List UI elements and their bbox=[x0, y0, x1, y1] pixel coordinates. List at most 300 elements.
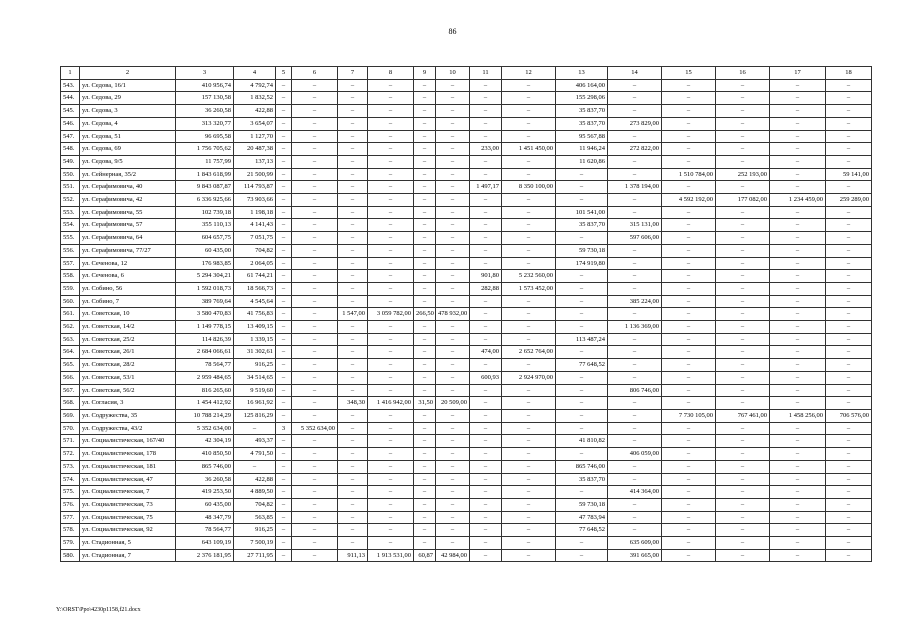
empty-cell: – bbox=[414, 232, 436, 245]
street-address: ул. Советская, 56/2 bbox=[80, 384, 176, 397]
amount-cell: 1 832,52 bbox=[234, 92, 276, 105]
table-row bbox=[61, 498, 872, 511]
amount-cell: 10 788 214,29 bbox=[176, 409, 234, 422]
empty-cell: – bbox=[608, 498, 662, 511]
table-row bbox=[61, 333, 872, 346]
amount-cell: 422,88 bbox=[234, 473, 276, 486]
empty-cell: – bbox=[414, 346, 436, 359]
street-address: ул. Седова, 69 bbox=[80, 143, 176, 156]
empty-cell: – bbox=[716, 473, 770, 486]
amount-cell: 1 198,18 bbox=[234, 206, 276, 219]
empty-cell: – bbox=[608, 194, 662, 207]
empty-cell: – bbox=[502, 130, 556, 143]
data-table bbox=[60, 66, 872, 562]
empty-cell: – bbox=[716, 333, 770, 346]
street-address: ул. Сеченова, 12 bbox=[80, 257, 176, 270]
empty-cell: – bbox=[556, 308, 608, 321]
empty-cell: – bbox=[276, 435, 292, 448]
empty-cell: – bbox=[770, 155, 826, 168]
amount-cell: 20 509,00 bbox=[436, 397, 470, 410]
row-number: 548. bbox=[61, 143, 80, 156]
empty-cell: – bbox=[716, 524, 770, 537]
amount-cell: 1 451 450,00 bbox=[502, 143, 556, 156]
amount-cell: 865 746,00 bbox=[176, 460, 234, 473]
empty-cell: – bbox=[662, 270, 716, 283]
amount-cell: 114 826,39 bbox=[176, 333, 234, 346]
table-row bbox=[61, 181, 872, 194]
amount-cell: 60,87 bbox=[414, 549, 436, 562]
empty-cell: – bbox=[556, 232, 608, 245]
table-row bbox=[61, 194, 872, 207]
empty-cell: – bbox=[662, 92, 716, 105]
empty-cell: – bbox=[292, 194, 338, 207]
empty-cell: – bbox=[292, 473, 338, 486]
row-number: 556. bbox=[61, 244, 80, 257]
empty-cell: – bbox=[276, 397, 292, 410]
empty-cell: – bbox=[338, 333, 368, 346]
empty-cell: – bbox=[770, 143, 826, 156]
empty-cell: – bbox=[662, 308, 716, 321]
empty-cell: – bbox=[276, 219, 292, 232]
empty-cell: – bbox=[436, 359, 470, 372]
empty-cell: – bbox=[368, 511, 414, 524]
empty-cell: – bbox=[414, 511, 436, 524]
empty-cell: – bbox=[276, 130, 292, 143]
amount-cell: 406 059,00 bbox=[608, 448, 662, 461]
empty-cell: – bbox=[414, 333, 436, 346]
empty-cell: – bbox=[662, 486, 716, 499]
empty-cell: – bbox=[556, 486, 608, 499]
empty-cell: – bbox=[770, 257, 826, 270]
empty-cell: – bbox=[436, 384, 470, 397]
footer-file-path: Y:\ORST\Ppo\4230p1158,f21.docx bbox=[56, 607, 141, 613]
row-number: 565. bbox=[61, 359, 80, 372]
empty-cell: – bbox=[436, 143, 470, 156]
table-row bbox=[61, 117, 872, 130]
empty-cell: – bbox=[502, 524, 556, 537]
empty-cell: – bbox=[770, 308, 826, 321]
row-number: 557. bbox=[61, 257, 80, 270]
table-row bbox=[61, 105, 872, 118]
empty-cell: – bbox=[436, 79, 470, 92]
empty-cell: – bbox=[368, 321, 414, 334]
empty-cell: – bbox=[770, 384, 826, 397]
empty-cell: – bbox=[338, 473, 368, 486]
empty-cell: – bbox=[276, 333, 292, 346]
amount-cell: 78 564,77 bbox=[176, 524, 234, 537]
empty-cell: – bbox=[502, 333, 556, 346]
empty-cell: – bbox=[368, 359, 414, 372]
empty-cell: – bbox=[414, 359, 436, 372]
amount-cell: 901,80 bbox=[470, 270, 502, 283]
empty-cell: – bbox=[338, 346, 368, 359]
empty-cell: – bbox=[338, 244, 368, 257]
empty-cell: – bbox=[556, 549, 608, 562]
empty-cell: – bbox=[662, 117, 716, 130]
empty-cell: – bbox=[470, 244, 502, 257]
column-number: 14 bbox=[608, 67, 662, 80]
street-address: ул. Социалистическая, 92 bbox=[80, 524, 176, 537]
empty-cell: – bbox=[368, 194, 414, 207]
amount-cell: 35 837,70 bbox=[556, 219, 608, 232]
street-address: ул. Советская, 25/2 bbox=[80, 333, 176, 346]
street-address: ул. Седова, 51 bbox=[80, 130, 176, 143]
amount-cell: 704,82 bbox=[234, 244, 276, 257]
empty-cell: – bbox=[414, 206, 436, 219]
empty-cell: – bbox=[436, 244, 470, 257]
empty-cell: – bbox=[276, 524, 292, 537]
empty-cell: – bbox=[414, 181, 436, 194]
amount-cell: 36 260,58 bbox=[176, 473, 234, 486]
row-number: 572. bbox=[61, 448, 80, 461]
empty-cell: – bbox=[436, 409, 470, 422]
empty-cell: – bbox=[470, 333, 502, 346]
empty-cell: – bbox=[338, 486, 368, 499]
empty-cell: – bbox=[292, 244, 338, 257]
amount-cell: 61 744,21 bbox=[234, 270, 276, 283]
empty-cell: – bbox=[368, 117, 414, 130]
empty-cell: – bbox=[608, 397, 662, 410]
empty-cell: – bbox=[502, 79, 556, 92]
empty-cell: – bbox=[770, 549, 826, 562]
amount-cell: 137,13 bbox=[234, 155, 276, 168]
amount-cell: 348,30 bbox=[338, 397, 368, 410]
amount-cell: 414 364,00 bbox=[608, 486, 662, 499]
amount-cell: 273 829,00 bbox=[608, 117, 662, 130]
empty-cell: – bbox=[338, 295, 368, 308]
empty-cell: – bbox=[770, 232, 826, 245]
empty-cell: – bbox=[826, 359, 872, 372]
empty-cell: – bbox=[716, 244, 770, 257]
row-number: 545. bbox=[61, 105, 80, 118]
empty-cell: – bbox=[502, 105, 556, 118]
column-number: 17 bbox=[770, 67, 826, 80]
empty-cell: – bbox=[338, 524, 368, 537]
amount-cell: 563,85 bbox=[234, 511, 276, 524]
empty-cell: – bbox=[502, 359, 556, 372]
table-body bbox=[61, 67, 872, 562]
empty-cell: – bbox=[436, 321, 470, 334]
empty-cell: – bbox=[414, 130, 436, 143]
empty-cell: – bbox=[470, 384, 502, 397]
table-row bbox=[61, 92, 872, 105]
empty-cell: – bbox=[368, 244, 414, 257]
empty-cell: – bbox=[276, 232, 292, 245]
empty-cell: – bbox=[470, 486, 502, 499]
empty-cell: – bbox=[338, 181, 368, 194]
row-number: 579. bbox=[61, 537, 80, 550]
amount-cell: 114 793,87 bbox=[234, 181, 276, 194]
empty-cell: – bbox=[414, 409, 436, 422]
empty-cell: – bbox=[414, 460, 436, 473]
empty-cell: – bbox=[826, 79, 872, 92]
empty-cell: – bbox=[826, 321, 872, 334]
amount-cell: 704,82 bbox=[234, 498, 276, 511]
empty-cell: – bbox=[276, 448, 292, 461]
empty-cell: – bbox=[470, 359, 502, 372]
empty-cell: – bbox=[436, 422, 470, 435]
empty-cell: – bbox=[292, 143, 338, 156]
empty-cell: – bbox=[276, 155, 292, 168]
empty-cell: – bbox=[436, 194, 470, 207]
empty-cell: – bbox=[368, 181, 414, 194]
empty-cell: – bbox=[716, 295, 770, 308]
amount-cell: 911,13 bbox=[338, 549, 368, 562]
table-row bbox=[61, 257, 872, 270]
empty-cell: – bbox=[292, 206, 338, 219]
empty-cell: – bbox=[716, 537, 770, 550]
empty-cell: – bbox=[414, 371, 436, 384]
empty-cell: – bbox=[770, 181, 826, 194]
table-row bbox=[61, 270, 872, 283]
empty-cell: – bbox=[470, 295, 502, 308]
empty-cell: – bbox=[502, 537, 556, 550]
empty-cell: – bbox=[368, 333, 414, 346]
empty-cell: – bbox=[770, 92, 826, 105]
empty-cell: – bbox=[502, 321, 556, 334]
empty-cell: – bbox=[368, 168, 414, 181]
empty-cell: – bbox=[470, 168, 502, 181]
empty-cell: – bbox=[338, 371, 368, 384]
empty-cell: – bbox=[338, 232, 368, 245]
empty-cell: – bbox=[662, 422, 716, 435]
empty-cell: – bbox=[770, 359, 826, 372]
amount-cell: 9 519,60 bbox=[234, 384, 276, 397]
amount-cell: 48 347,79 bbox=[176, 511, 234, 524]
empty-cell: – bbox=[716, 257, 770, 270]
empty-cell: – bbox=[414, 257, 436, 270]
amount-cell: 60 435,00 bbox=[176, 244, 234, 257]
empty-cell: – bbox=[436, 371, 470, 384]
table-row bbox=[61, 448, 872, 461]
empty-cell: – bbox=[716, 270, 770, 283]
empty-cell: – bbox=[716, 308, 770, 321]
table-row bbox=[61, 155, 872, 168]
empty-cell: – bbox=[338, 422, 368, 435]
empty-cell: – bbox=[826, 549, 872, 562]
empty-cell: – bbox=[826, 155, 872, 168]
empty-cell: – bbox=[770, 524, 826, 537]
row-number: 549. bbox=[61, 155, 80, 168]
street-address: ул. Седова, 9/5 bbox=[80, 155, 176, 168]
table-row bbox=[61, 143, 872, 156]
row-number: 558. bbox=[61, 270, 80, 283]
empty-cell: – bbox=[414, 473, 436, 486]
empty-cell: – bbox=[368, 130, 414, 143]
row-number: 543. bbox=[61, 79, 80, 92]
empty-cell: – bbox=[292, 359, 338, 372]
empty-cell: – bbox=[292, 371, 338, 384]
empty-cell: – bbox=[276, 409, 292, 422]
empty-cell: – bbox=[470, 409, 502, 422]
amount-cell: 34 514,65 bbox=[234, 371, 276, 384]
empty-cell: – bbox=[292, 448, 338, 461]
empty-cell: – bbox=[826, 282, 872, 295]
amount-cell: 8 350 100,00 bbox=[502, 181, 556, 194]
amount-cell: 2 684 066,61 bbox=[176, 346, 234, 359]
empty-cell: – bbox=[276, 244, 292, 257]
empty-cell: – bbox=[826, 473, 872, 486]
empty-cell: – bbox=[826, 117, 872, 130]
empty-cell: – bbox=[414, 524, 436, 537]
empty-cell: – bbox=[414, 79, 436, 92]
street-address: ул. Социалистическая, 75 bbox=[80, 511, 176, 524]
empty-cell: – bbox=[338, 435, 368, 448]
empty-cell: – bbox=[502, 422, 556, 435]
empty-cell: – bbox=[338, 143, 368, 156]
empty-cell: – bbox=[276, 168, 292, 181]
amount-cell: 41 756,83 bbox=[234, 308, 276, 321]
amount-cell: 77 648,52 bbox=[556, 359, 608, 372]
empty-cell: – bbox=[662, 397, 716, 410]
column-number: 18 bbox=[826, 67, 872, 80]
empty-cell: – bbox=[502, 155, 556, 168]
empty-cell: – bbox=[276, 181, 292, 194]
empty-cell: – bbox=[414, 295, 436, 308]
empty-cell: – bbox=[770, 79, 826, 92]
empty-cell: – bbox=[716, 384, 770, 397]
empty-cell: – bbox=[414, 219, 436, 232]
amount-cell: 597 606,00 bbox=[608, 232, 662, 245]
empty-cell: – bbox=[770, 486, 826, 499]
amount-cell: 7 500,19 bbox=[234, 537, 276, 550]
amount-cell: 42 984,00 bbox=[436, 549, 470, 562]
table-row bbox=[61, 486, 872, 499]
amount-cell: 35 837,70 bbox=[556, 473, 608, 486]
empty-cell: – bbox=[470, 130, 502, 143]
empty-cell: – bbox=[276, 282, 292, 295]
empty-cell: – bbox=[292, 181, 338, 194]
row-number: 560. bbox=[61, 295, 80, 308]
amount-cell: 35 837,70 bbox=[556, 105, 608, 118]
empty-cell: – bbox=[338, 448, 368, 461]
empty-cell: – bbox=[368, 346, 414, 359]
amount-cell: 1 497,17 bbox=[470, 181, 502, 194]
empty-cell: – bbox=[608, 282, 662, 295]
table-row bbox=[61, 244, 872, 257]
row-number: 562. bbox=[61, 321, 80, 334]
empty-cell: – bbox=[368, 371, 414, 384]
empty-cell: – bbox=[608, 359, 662, 372]
empty-cell: – bbox=[436, 117, 470, 130]
amount-cell: 2 924 970,00 bbox=[502, 371, 556, 384]
empty-cell: – bbox=[368, 270, 414, 283]
amount-cell: 410 956,74 bbox=[176, 79, 234, 92]
amount-cell: 78 564,77 bbox=[176, 359, 234, 372]
amount-cell: 493,37 bbox=[234, 435, 276, 448]
empty-cell: – bbox=[716, 359, 770, 372]
empty-cell: – bbox=[826, 92, 872, 105]
empty-cell: – bbox=[826, 257, 872, 270]
amount-cell: 385 224,00 bbox=[608, 295, 662, 308]
street-address: ул. Стадионная, 7 bbox=[80, 549, 176, 562]
empty-cell: – bbox=[770, 371, 826, 384]
table-row bbox=[61, 130, 872, 143]
row-number: 561. bbox=[61, 308, 80, 321]
empty-cell: – bbox=[770, 333, 826, 346]
empty-cell: – bbox=[470, 232, 502, 245]
amount-cell: 113 487,24 bbox=[556, 333, 608, 346]
empty-cell: – bbox=[414, 435, 436, 448]
empty-cell: – bbox=[502, 435, 556, 448]
empty-cell: – bbox=[716, 219, 770, 232]
empty-cell: – bbox=[368, 486, 414, 499]
row-number: 552. bbox=[61, 194, 80, 207]
amount-cell: 1 458 256,00 bbox=[770, 409, 826, 422]
empty-cell: – bbox=[502, 295, 556, 308]
amount-cell: 252 193,00 bbox=[716, 168, 770, 181]
empty-cell: – bbox=[470, 524, 502, 537]
empty-cell: – bbox=[470, 498, 502, 511]
table-row bbox=[61, 511, 872, 524]
empty-cell: – bbox=[436, 333, 470, 346]
empty-cell: – bbox=[368, 257, 414, 270]
amount-cell: 1 592 018,73 bbox=[176, 282, 234, 295]
empty-cell: – bbox=[608, 435, 662, 448]
amount-cell: 266,50 bbox=[414, 308, 436, 321]
row-number: 568. bbox=[61, 397, 80, 410]
table-row bbox=[61, 435, 872, 448]
empty-cell: – bbox=[716, 397, 770, 410]
amount-cell: 865 746,00 bbox=[556, 460, 608, 473]
street-address: ул. Собино, 7 bbox=[80, 295, 176, 308]
amount-cell: 155 298,06 bbox=[556, 92, 608, 105]
street-address: ул. Советская, 26/1 bbox=[80, 346, 176, 359]
empty-cell: – bbox=[276, 537, 292, 550]
amount-cell: 1 149 778,15 bbox=[176, 321, 234, 334]
empty-cell: – bbox=[608, 168, 662, 181]
empty-cell: – bbox=[662, 282, 716, 295]
amount-cell: 419 253,50 bbox=[176, 486, 234, 499]
empty-cell: – bbox=[436, 168, 470, 181]
empty-cell: – bbox=[716, 422, 770, 435]
amount-cell: 1 339,15 bbox=[234, 333, 276, 346]
empty-cell: – bbox=[716, 435, 770, 448]
empty-cell: – bbox=[826, 130, 872, 143]
empty-cell: – bbox=[556, 181, 608, 194]
amount-cell: 11 620,86 bbox=[556, 155, 608, 168]
empty-cell: – bbox=[292, 486, 338, 499]
amount-cell: 355 110,13 bbox=[176, 219, 234, 232]
empty-cell: – bbox=[276, 346, 292, 359]
empty-cell: – bbox=[414, 321, 436, 334]
amount-cell: 101 541,00 bbox=[556, 206, 608, 219]
amount-cell: 27 711,95 bbox=[234, 549, 276, 562]
amount-cell: 643 109,19 bbox=[176, 537, 234, 550]
empty-cell: – bbox=[826, 206, 872, 219]
empty-cell: – bbox=[502, 232, 556, 245]
empty-cell: – bbox=[470, 219, 502, 232]
empty-cell: – bbox=[276, 321, 292, 334]
empty-cell: – bbox=[502, 308, 556, 321]
empty-cell: – bbox=[368, 409, 414, 422]
empty-cell: – bbox=[368, 143, 414, 156]
empty-cell: – bbox=[414, 168, 436, 181]
empty-cell: – bbox=[436, 206, 470, 219]
empty-cell: – bbox=[770, 537, 826, 550]
empty-cell: – bbox=[826, 486, 872, 499]
amount-cell: 604 657,75 bbox=[176, 232, 234, 245]
empty-cell: – bbox=[338, 130, 368, 143]
street-address: ул. Седова, 16/1 bbox=[80, 79, 176, 92]
empty-cell: – bbox=[770, 130, 826, 143]
empty-cell: – bbox=[436, 486, 470, 499]
empty-cell: – bbox=[716, 549, 770, 562]
amount-cell: 4 791,50 bbox=[234, 448, 276, 461]
empty-cell: – bbox=[292, 511, 338, 524]
empty-cell: – bbox=[368, 422, 414, 435]
empty-cell: – bbox=[292, 92, 338, 105]
